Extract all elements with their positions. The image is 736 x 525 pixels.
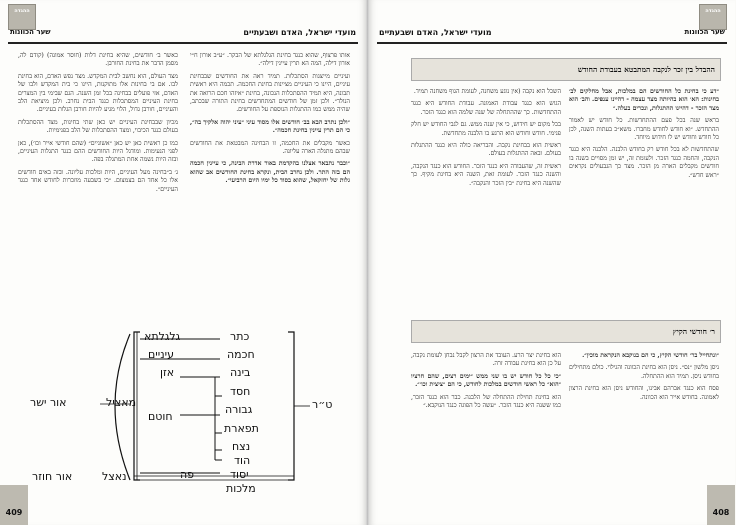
direct-light-label: אור ישר: [30, 396, 67, 409]
page-number-tab: 408: [707, 485, 735, 525]
page-number-tab: 409: [0, 485, 28, 525]
section-box-2: [411, 320, 721, 348]
group-label: ט״ר: [312, 398, 333, 411]
book-title: שער הכוונות: [10, 28, 51, 36]
paragraph: פסח הוא כנגד אברהם אבינו, והחודש ניסן הוא בחינת הרצון לאמונה. בחודש אייר הוא הכוונה.: [569, 385, 719, 401]
sefira-yesod: יסוד: [230, 468, 249, 481]
left-page-right-column: [190, 52, 350, 190]
paragraph: הוא בחינת יצר הרע. העובד את הרצון לקבל נבחן לעומת נקבה, על כן הוא בחינת עבודה זרה.: [411, 352, 561, 368]
paragraph: הוא בחינת תחילת ההתחלה של הלבנה. כבר הוא כנגד הזכר, כמו ששנה היא כנגד הזכר. ״עשה כל הפוגה כנגד הנוקבא.״: [411, 393, 561, 410]
sefirot-diagram: [30, 330, 350, 495]
right-page: [369, 0, 735, 525]
paragraph: שהתחדשות לא בכל חודש רק בחודש הלבנה. הלבנה היא כנגד הנקבה, והחמה כנגד הזכר. ולעומת זה, יש זמן מסויים בשנה בו חודשים מקבלים הארה מן הזכר. מצד כך הגבעולים נקראים ״ראש חדש״.: [569, 146, 719, 179]
sefira-bina: בינה: [230, 366, 251, 379]
paragraph: מכיון שבבחינת העיניים יש כאן שתי בחינות, מצד ההסתכלות בעולם כנגד הכיבוי, ומצד ההסתכלות של הלב בפנימיות.: [18, 118, 178, 135]
face-nose: חוטם: [148, 410, 173, 423]
right-page-left-column-1: [411, 88, 561, 192]
quote-paragraph: ״כי כל כל חודש יש בו שני ממש ״ימים רצים, שהם חרציו ״הוא״ כל ראשי חודשים במלכות לחודש, כי הם ״ציצית וכו׳״.: [411, 372, 561, 389]
chapter-title: מועדי ישראל, האדם ושבעתיים: [379, 28, 492, 37]
section-title: ההבדל בין זכר לנקבה המתבטא בעבודת החודש: [411, 58, 721, 81]
paragraph: ג׳ ב״בחינה מעל העיניים, היות ומלכות עליונה. ובזה באים חודשים אלו כל אחד הם בצמצום. ״כי בשבעה מוזכרות לחודש אחד כנגד העיניים״.: [18, 168, 178, 193]
quote-paragraph: ״דע כי בחינת כל החודשים הם במלכות, אבל מחלקים לב׳ בחינות: הא׳ הוא בהיותה מצד עצמה - דהיינו ענפים. והב׳ הוא מצד הזכר - דהיינו ההתגלות, ונכרים בעלה.״: [569, 88, 719, 112]
paragraph: כאשר ב׳ חודשים, שהיא בחינת דלות (חוסר אמונה) (קודם לה, מסמן הדבר את בחינת החורבן.: [18, 52, 178, 68]
section-box-1: [411, 58, 721, 86]
right-page-right-column-2: [569, 352, 719, 406]
returning-light-label: אור חוזר: [32, 470, 73, 483]
left-page-left-column: [18, 52, 178, 198]
paragraph: בכל מקום יש חידוש, כי אין שנה ממש. גם לגבי החודש יש חלק פנימי. חודש וחודש הוא הרגע בו הלבנה מתחדשת.: [411, 121, 561, 137]
paragraph: ועיניים מייצגות הסתכלות. תמיד ראה את החודשים שבבחינת עיניים, היינו כי העיניים מציינות בחינת החכמה. תכמה היא ראשית תבונה, היא תמיד ההסתכלות הנכונה, בחינת ״איזהו חכם הרואה את הנולד״. ולכן זמן של חודשים המתחדשים בחינת התורה שבכתב, שהיה ממש כמו ההתגלות הנוספת על החודשים.: [189, 72, 350, 114]
paragraph: ראשית זה, שהעבודה היא כנגד הזכר. החודש הוא כנגד הנקבה, והשנה כנגד הזכר. לעומת זאת, השנה היא בחינת מקיף. כך שהשנה היא בחינת ״בין הזכר והנקבה״.: [411, 162, 561, 187]
sefira-hod: הוד: [234, 454, 251, 467]
face-ear: אזן: [160, 366, 175, 379]
right-page-header: [377, 30, 727, 44]
left-page: [0, 0, 366, 525]
publisher-logo: ההגדה: [8, 4, 36, 30]
publisher-logo: ההגדה: [699, 4, 727, 30]
quote-paragraph: ״ונתחייל בר׳ חודשי הקיץ, כי הם בנוקבא הנקראת מוכין״.: [582, 352, 719, 359]
paragraph: כאשר מקבלים את החכמה, זו הבחינה המבטאת את החודשים שבהם מתגלה הארה עליונה.: [190, 139, 350, 156]
sefira-gevura: גבורה: [225, 403, 253, 416]
sefira-keter: כתר: [230, 330, 250, 343]
right-page-right-column-1: [569, 88, 719, 184]
sefira-chochma: חכמה: [227, 348, 255, 361]
sefira-malchut: מלכות: [226, 482, 256, 495]
right-page-left-column-2: [411, 352, 561, 414]
sefira-chesed: חסד: [230, 385, 251, 398]
paragraph: השכל הוא נקבה (אין נוגע משחנה, לעומת הגוף משחנה תמיד.: [413, 88, 561, 95]
emanated-label: נאצל: [102, 470, 127, 483]
paragraph: בראש שנה בכל פעם ההתחדשות. כל חודש יש לאמור ההתחדש. ״וא חודש לחודש מחברו. משא״כ בעתות השנה, לכן כל חודש וחודש יש לו חידוש מיוחד.: [569, 117, 719, 142]
paragraph: ניסן מלשון ״נס״. ניסן הוא בחינת הכוונה והגילוי. כולם מתחילים בחודש ניסן. תמיד הוא ההתחלה.: [569, 364, 719, 380]
emanator-label: מאציל: [106, 396, 137, 409]
sefira-tiferet: תפארת: [224, 422, 259, 435]
chapter-title: מועדי ישראל, האדם ושבעתיים: [243, 28, 356, 37]
book-title: שער הכוונות: [684, 28, 725, 36]
left-page-header: [8, 30, 358, 44]
paragraph: אותו פרצוף, שהוא כנגד בחינת הגלגלתא של הבקר. ״ע״ב אורון ח״י אורון דילה, המה הא תרין עיינין דילה״.: [190, 52, 350, 68]
section-title: ר׳ חודשי הקיץ: [411, 320, 721, 343]
paragraph: ראשית הוא בבחינת נקבה. והבריאה כולה היא כנגד ההתגלות בעולם. ובאה ההתגלות בעולם.: [411, 142, 561, 158]
paragraph: מצד העולם, הוא נחשב לבית המקדש. מצד נפש האדם, הוא בחינת לבו. אם בי בחינות אלו מתוקנות, היינו כי בית המקדש ולבו של האדם, אזי פועלים בבחינה בכל זמן השנה. הגם שבימי בין המצרים בחינת העיניים המסתכלות כנגד הבית נחרב. ולכן מיציאת הלב והעיניים, חורבן גדול, הלוי מגיע להיות חורבן הגלות בעיניים.: [18, 72, 178, 114]
diagram-lines: [30, 330, 350, 490]
quote-paragraph: ״וכבר נתבאר אצלנו בהקדמת באור אדרת הבינה, כי עיינין חכמה הם בזה התר. ולכן נחרב הבית, ונקרא בחינת החודשים אב שהוא גלות של יחזקאל, שהוא בסוד כל ימיו היום הרביעי״.: [190, 160, 350, 185]
sefira-netzach: נצח: [232, 440, 251, 453]
quote-paragraph: ״ולכן נתרב הבא בב׳ חודשים אלו מסוד עיני ״עיני יהוה אלקיך בה״, כי הם תרין עיינין בחינת חכמה״.: [190, 118, 350, 135]
face-mouth: פה: [180, 468, 195, 481]
paragraph: הגוש הוא כנגד עבודת האמונה. עבודת החודש היא כנגד ההתחדשות. כך שההתחלה של שנה שלמה הוא כנגד הזכר.: [411, 100, 561, 116]
face-eyes: עיניים: [148, 348, 174, 361]
paragraph: כמו כן ראשית כאן יש כאן ״אשוניים״ (שהם חודשי אייר וכו׳), כאן לפני הנעימות. ומודגל היות החודשים ההם כנגד התגלות העיניים, ובזה היות נשמה אחת המתגלה בפה.: [18, 139, 178, 164]
face-gulgalta: גלגלתא: [144, 330, 181, 343]
